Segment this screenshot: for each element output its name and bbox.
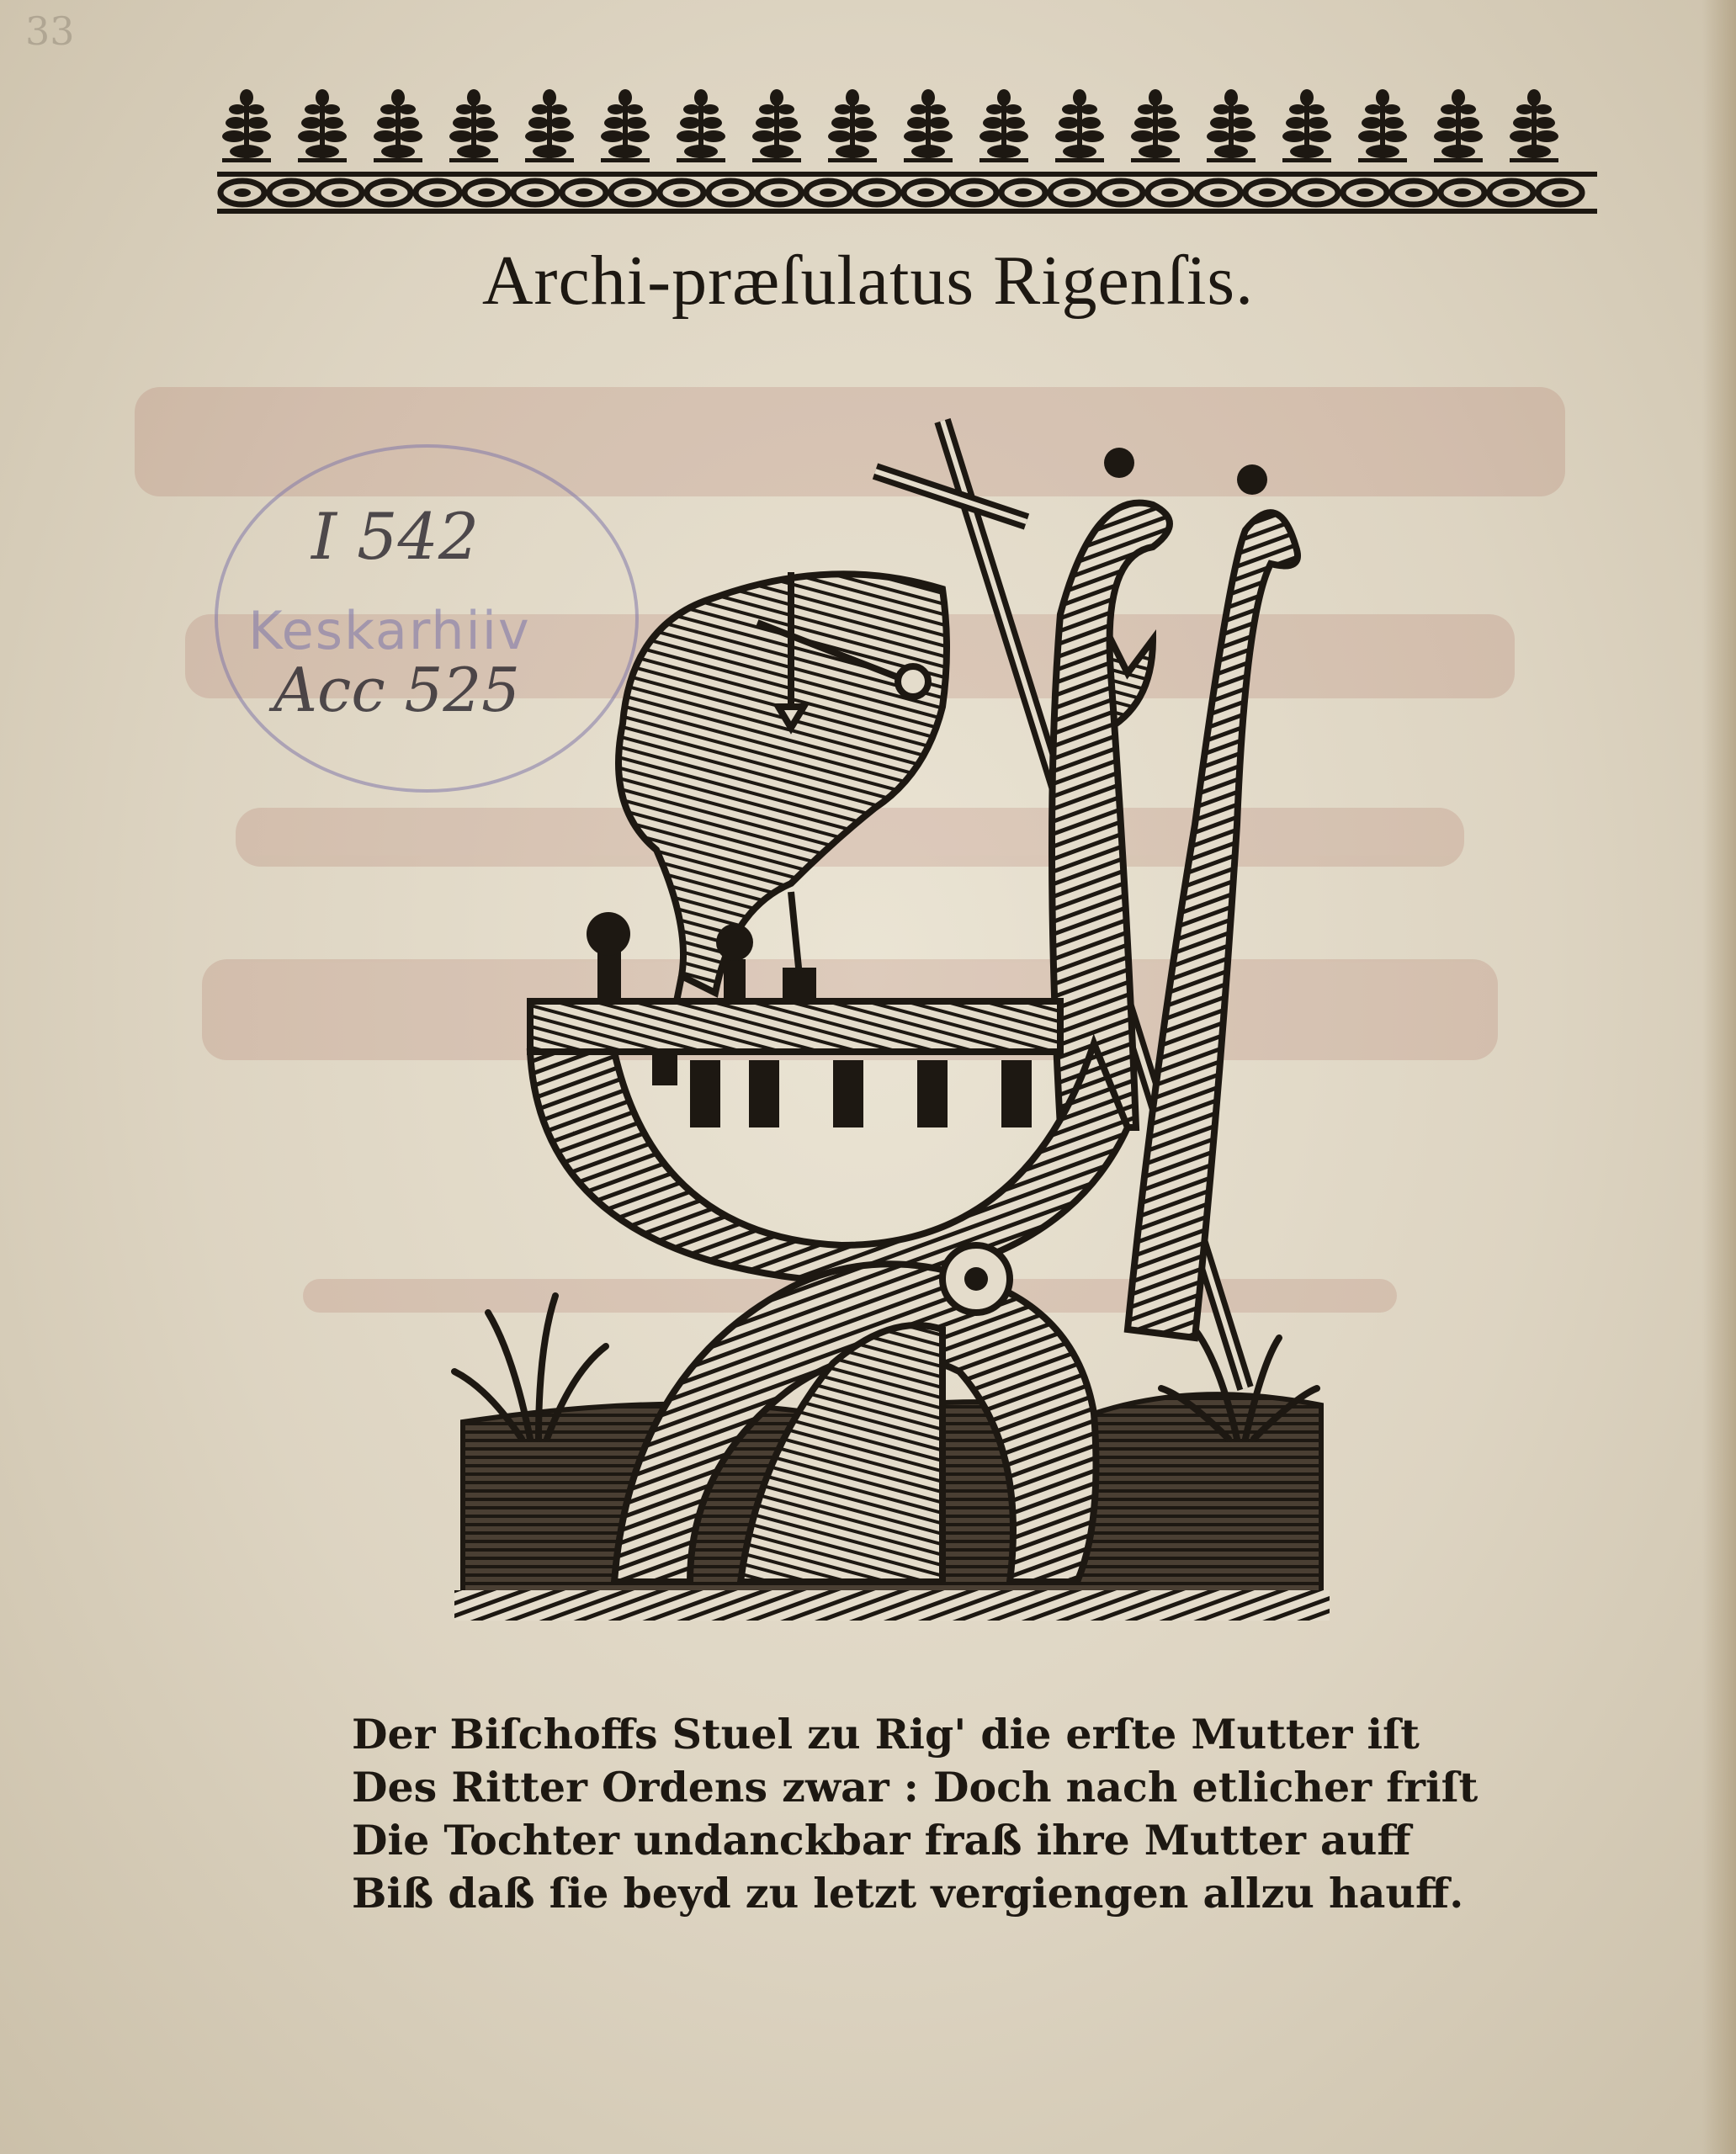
throne-woodcut-illustration [438,404,1330,1666]
verse-line: Die Tochter undanckbar fraß ihre Mutter auff [352,1816,1411,1865]
verse-line: Des Ritter Ordens zwar : Doch nach etlicher friſt [352,1763,1479,1812]
verse-line: Biß daß ſie beyd zu letzt vergiengen allzu hauff. [352,1869,1464,1918]
verse-line: Der Biſchoffs Stuel zu Rig' die erſte Mutter iſt [352,1710,1420,1759]
page-edge-shadow [1702,0,1736,2154]
page-title: Archi-præſulatus Rigenſis. [481,241,1255,320]
faint-corner-mark: 33 [25,8,75,54]
verse-block [352,1708,1479,1920]
accession-number: Acc 525 [273,655,520,725]
shelf-mark: I 542 [311,499,480,574]
stamp-label: Keskarhiiv [248,600,531,661]
ornamental-border [217,84,1597,219]
